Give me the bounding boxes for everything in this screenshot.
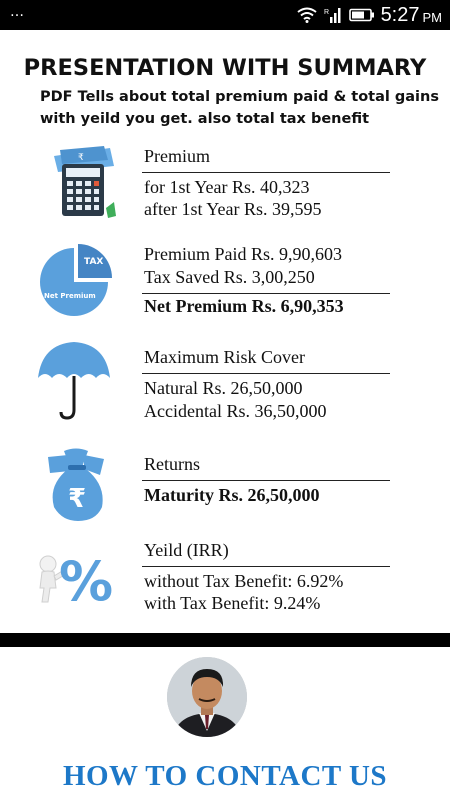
net-premium-divider: [142, 293, 390, 294]
premium-heading: Premium: [144, 146, 210, 166]
money-bag-icon: [40, 447, 112, 523]
premium-paid: Premium Paid Rs. 9,90,603: [144, 244, 343, 264]
returns-heading: Returns: [144, 454, 200, 474]
yield-divider: [142, 566, 390, 567]
risk-cover-heading: Maximum Risk Cover: [144, 347, 305, 367]
premium-divider: [142, 172, 390, 173]
page-title: PRESENTATION WITH SUMMARY: [23, 55, 427, 81]
signal-icon: [323, 7, 343, 23]
risk-cover-divider: [142, 373, 390, 374]
clock-ampm: PM: [422, 9, 442, 25]
umbrella-icon: [34, 340, 114, 422]
percent-icon: [34, 548, 114, 606]
pie-chart-icon: [36, 242, 112, 318]
premium-after-first-year: after 1st Year Rs. 39,595: [144, 199, 322, 219]
yield-with-tax: with Tax Benefit: 9.24%: [144, 593, 321, 613]
tax-saved: Tax Saved Rs. 3,00,250: [144, 267, 315, 287]
returns-divider: [142, 480, 390, 481]
yield-heading: Yeild (IRR): [144, 540, 229, 560]
wifi-icon: [297, 7, 317, 23]
risk-cover-natural: Natural Rs. 26,50,000: [144, 378, 303, 398]
pie-tax-label: TAX: [84, 257, 104, 267]
calculator-icon: [48, 146, 118, 220]
net-premium-total: Net Premium Rs. 6,90,353: [144, 296, 344, 316]
overflow-menu-icon[interactable]: …: [10, 4, 25, 20]
maturity-value: Maturity Rs. 26,50,000: [144, 485, 320, 505]
clock-time: 5:27: [380, 3, 420, 26]
premium-first-year: for 1st Year Rs. 40,323: [144, 177, 310, 197]
yield-without-tax: without Tax Benefit: 6.92%: [144, 571, 344, 591]
status-icons: [297, 4, 442, 26]
percent-symbol: %: [58, 550, 114, 606]
avatar[interactable]: [167, 657, 247, 737]
contact-heading: HOW TO CONTACT US: [62, 760, 388, 792]
risk-cover-accidental: Accidental Rs. 36,50,000: [144, 401, 327, 421]
section-divider: [0, 633, 450, 647]
person-photo: [167, 657, 247, 737]
battery-icon: [349, 8, 375, 22]
page-subtitle: PDF Tells about total premium paid & total gains with yeild you get. also total tax benefit: [40, 89, 439, 127]
svg-text:₹: ₹: [78, 153, 84, 163]
svg-text:R: R: [323, 9, 329, 16]
pie-net-premium-label: Net Premium: [44, 292, 96, 300]
status-bar: [0, 0, 450, 30]
rupee-symbol: ₹: [67, 484, 87, 514]
